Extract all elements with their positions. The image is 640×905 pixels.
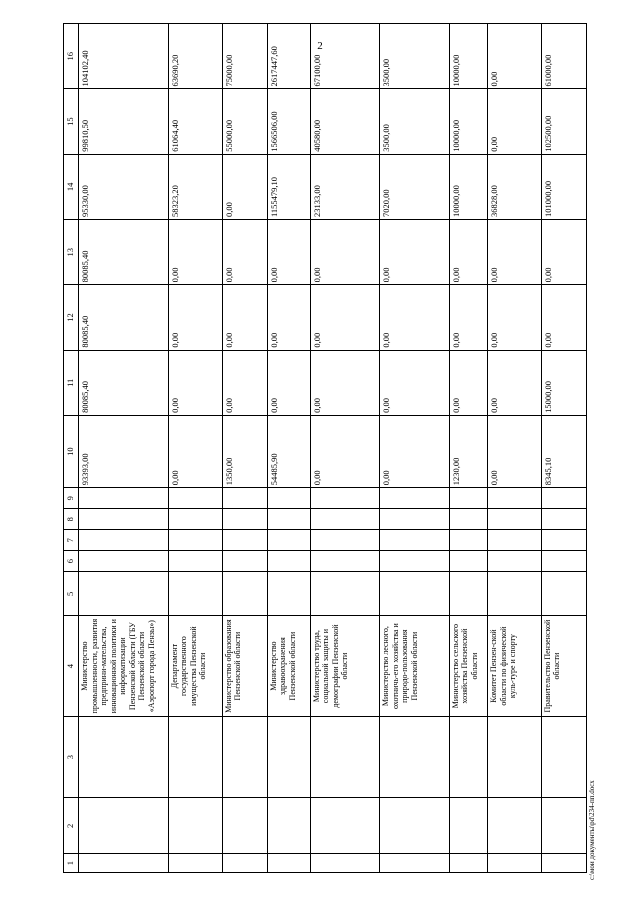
cell-empty bbox=[310, 488, 380, 509]
cell-amount: 75000,00 bbox=[222, 24, 267, 89]
cell-empty bbox=[380, 530, 450, 551]
cell-amount: 2617447,60 bbox=[267, 24, 310, 89]
cell-amount: 0,00 bbox=[488, 24, 542, 89]
cell-amount: 0,00 bbox=[267, 350, 310, 415]
cell-empty bbox=[488, 572, 542, 616]
file-path: c:\мои документы\рd\234-пп.docx bbox=[588, 780, 596, 880]
cell-amount: 80085,40 bbox=[79, 285, 169, 350]
cell-empty bbox=[449, 509, 487, 530]
cell-executor: Министерство образования Пензенской области bbox=[222, 616, 267, 716]
column-header: 6 bbox=[64, 551, 79, 572]
cell-empty bbox=[267, 854, 310, 873]
table-row bbox=[380, 24, 450, 873]
column-header: 1 bbox=[64, 854, 79, 873]
cell-amount: 80085,40 bbox=[79, 350, 169, 415]
cell-empty bbox=[79, 798, 169, 854]
cell-empty bbox=[79, 854, 169, 873]
cell-executor: Министерство сельского хозяйства Пензенской области bbox=[449, 616, 487, 716]
cell-empty bbox=[380, 551, 450, 572]
cell-empty bbox=[79, 716, 169, 798]
cell-executor: Министерство лесного, охотничь-его хозяйства и природо-пользования Пензенской области bbox=[380, 616, 450, 716]
cell-empty bbox=[267, 572, 310, 616]
cell-amount: 7020,00 bbox=[380, 154, 450, 219]
cell-amount: 0,00 bbox=[222, 154, 267, 219]
cell-amount: 0,00 bbox=[488, 89, 542, 154]
cell-empty bbox=[267, 509, 310, 530]
cell-amount: 0,00 bbox=[449, 220, 487, 285]
cell-empty bbox=[380, 509, 450, 530]
cell-empty bbox=[449, 530, 487, 551]
table-row bbox=[449, 24, 487, 873]
cell-empty bbox=[488, 854, 542, 873]
cell-amount: 0,00 bbox=[222, 285, 267, 350]
cell-amount: 1350,00 bbox=[222, 415, 267, 487]
cell-amount: 99810,50 bbox=[79, 89, 169, 154]
cell-empty bbox=[449, 854, 487, 873]
cell-empty bbox=[267, 551, 310, 572]
column-header: 8 bbox=[64, 509, 79, 530]
cell-amount: 0,00 bbox=[168, 350, 222, 415]
cell-empty bbox=[488, 716, 542, 798]
cell-empty bbox=[79, 509, 169, 530]
column-header: 13 bbox=[64, 220, 79, 285]
cell-amount: 63690,20 bbox=[168, 24, 222, 89]
cell-amount: 0,00 bbox=[267, 220, 310, 285]
cell-empty bbox=[449, 572, 487, 616]
cell-empty bbox=[380, 488, 450, 509]
cell-amount: 0,00 bbox=[222, 220, 267, 285]
cell-empty bbox=[380, 572, 450, 616]
cell-empty bbox=[380, 716, 450, 798]
table-row bbox=[488, 24, 542, 873]
cell-empty bbox=[168, 530, 222, 551]
cell-amount: 0,00 bbox=[449, 285, 487, 350]
cell-empty bbox=[267, 488, 310, 509]
cell-empty bbox=[541, 530, 586, 551]
cell-amount: 3500,00 bbox=[380, 24, 450, 89]
cell-amount: 3500,00 bbox=[380, 89, 450, 154]
cell-amount: 54485,90 bbox=[267, 415, 310, 487]
cell-empty bbox=[488, 530, 542, 551]
cell-empty bbox=[222, 798, 267, 854]
cell-empty bbox=[168, 551, 222, 572]
cell-amount: 0,00 bbox=[380, 415, 450, 487]
column-header: 10 bbox=[64, 415, 79, 487]
cell-amount: 0,00 bbox=[310, 285, 380, 350]
cell-empty bbox=[222, 572, 267, 616]
cell-amount: 0,00 bbox=[168, 220, 222, 285]
column-header: 5 bbox=[64, 572, 79, 616]
cell-empty bbox=[380, 798, 450, 854]
budget-table bbox=[63, 23, 587, 873]
cell-amount: 0,00 bbox=[168, 285, 222, 350]
cell-amount: 0,00 bbox=[310, 415, 380, 487]
cell-empty bbox=[222, 488, 267, 509]
column-header: 3 bbox=[64, 716, 79, 798]
cell-amount: 40580,00 bbox=[310, 89, 380, 154]
cell-empty bbox=[541, 572, 586, 616]
cell-amount: 0,00 bbox=[267, 285, 310, 350]
cell-empty bbox=[541, 716, 586, 798]
cell-empty bbox=[310, 509, 380, 530]
cell-executor: Комитет Пензен-ской области по физической куль-туре и спорту bbox=[488, 616, 542, 716]
cell-executor: Правительство Пензенской области bbox=[541, 616, 586, 716]
cell-empty bbox=[488, 551, 542, 572]
table-row bbox=[168, 24, 222, 873]
table-body bbox=[79, 24, 587, 873]
header-row bbox=[64, 24, 79, 873]
cell-executor: Министерство труда, социальной защиты и демографии Пензенской области bbox=[310, 616, 380, 716]
cell-empty bbox=[541, 798, 586, 854]
cell-empty bbox=[168, 716, 222, 798]
cell-amount: 0,00 bbox=[380, 285, 450, 350]
cell-empty bbox=[168, 854, 222, 873]
cell-empty bbox=[267, 716, 310, 798]
cell-amount: 36828,00 bbox=[488, 154, 542, 219]
cell-empty bbox=[488, 488, 542, 509]
cell-amount: 0,00 bbox=[488, 415, 542, 487]
cell-empty bbox=[222, 854, 267, 873]
column-header: 15 bbox=[64, 89, 79, 154]
cell-empty bbox=[310, 530, 380, 551]
cell-empty bbox=[449, 551, 487, 572]
table-row bbox=[267, 24, 310, 873]
cell-amount: 0,00 bbox=[310, 350, 380, 415]
cell-executor: Министерство промышленности, развития предприни-мательства, инновационной политики и информатизации Пензенской области (ГБУ Пензенской области «Аэропорт города Пензы») bbox=[79, 616, 169, 716]
cell-empty bbox=[449, 716, 487, 798]
cell-empty bbox=[488, 798, 542, 854]
column-header: 16 bbox=[64, 24, 79, 89]
cell-amount: 0,00 bbox=[488, 220, 542, 285]
cell-empty bbox=[310, 798, 380, 854]
cell-amount: 23133,00 bbox=[310, 154, 380, 219]
cell-amount: 93393,00 bbox=[79, 415, 169, 487]
column-header: 7 bbox=[64, 530, 79, 551]
cell-amount: 10000,00 bbox=[449, 24, 487, 89]
table-row bbox=[79, 24, 169, 873]
cell-amount: 0,00 bbox=[541, 220, 586, 285]
cell-amount: 10000,00 bbox=[449, 89, 487, 154]
cell-empty bbox=[168, 798, 222, 854]
cell-empty bbox=[222, 551, 267, 572]
cell-amount: 0,00 bbox=[310, 220, 380, 285]
cell-empty bbox=[168, 509, 222, 530]
cell-empty bbox=[541, 854, 586, 873]
cell-empty bbox=[380, 854, 450, 873]
cell-executor: Министерство здравоохранения Пензенской области bbox=[267, 616, 310, 716]
cell-empty bbox=[168, 488, 222, 509]
cell-amount: 1230,00 bbox=[449, 415, 487, 487]
page-number: 2 bbox=[317, 40, 323, 52]
cell-empty bbox=[488, 509, 542, 530]
cell-amount: 0,00 bbox=[380, 220, 450, 285]
cell-amount: 8345,10 bbox=[541, 415, 586, 487]
cell-amount: 0,00 bbox=[222, 350, 267, 415]
rotated-table-container bbox=[63, 23, 587, 873]
cell-amount: 0,00 bbox=[168, 415, 222, 487]
cell-amount: 67100,00 bbox=[310, 24, 380, 89]
cell-amount: 61000,00 bbox=[541, 24, 586, 89]
cell-empty bbox=[541, 488, 586, 509]
cell-empty bbox=[541, 551, 586, 572]
cell-amount: 0,00 bbox=[541, 285, 586, 350]
cell-empty bbox=[267, 530, 310, 551]
cell-empty bbox=[222, 530, 267, 551]
column-header: 2 bbox=[64, 798, 79, 854]
cell-amount: 0,00 bbox=[449, 350, 487, 415]
column-header: 12 bbox=[64, 285, 79, 350]
cell-amount: 102500,00 bbox=[541, 89, 586, 154]
cell-empty bbox=[310, 716, 380, 798]
cell-amount: 15000,00 bbox=[541, 350, 586, 415]
cell-amount: 0,00 bbox=[488, 350, 542, 415]
cell-empty bbox=[168, 572, 222, 616]
cell-empty bbox=[79, 551, 169, 572]
cell-empty bbox=[310, 854, 380, 873]
cell-empty bbox=[222, 509, 267, 530]
cell-amount: 95330,00 bbox=[79, 154, 169, 219]
table-row bbox=[310, 24, 380, 873]
cell-empty bbox=[79, 488, 169, 509]
table-row bbox=[541, 24, 586, 873]
cell-empty bbox=[541, 509, 586, 530]
column-header: 11 bbox=[64, 350, 79, 415]
cell-empty bbox=[79, 572, 169, 616]
cell-amount: 104102,40 bbox=[79, 24, 169, 89]
cell-amount: 80085,40 bbox=[79, 220, 169, 285]
column-header: 4 bbox=[64, 616, 79, 716]
cell-empty bbox=[222, 716, 267, 798]
column-header: 14 bbox=[64, 154, 79, 219]
cell-amount: 1566506,00 bbox=[267, 89, 310, 154]
cell-empty bbox=[267, 798, 310, 854]
cell-amount: 55000,00 bbox=[222, 89, 267, 154]
cell-amount: 58323,20 bbox=[168, 154, 222, 219]
cell-empty bbox=[449, 798, 487, 854]
cell-empty bbox=[449, 488, 487, 509]
cell-amount: 10000,00 bbox=[449, 154, 487, 219]
cell-executor: Департамент государственного имущества Пензенской области bbox=[168, 616, 222, 716]
cell-amount: 0,00 bbox=[380, 350, 450, 415]
cell-amount: 1155479,10 bbox=[267, 154, 310, 219]
cell-empty bbox=[310, 572, 380, 616]
cell-empty bbox=[79, 530, 169, 551]
cell-amount: 101000,00 bbox=[541, 154, 586, 219]
table-row bbox=[222, 24, 267, 873]
cell-amount: 61064,40 bbox=[168, 89, 222, 154]
cell-empty bbox=[310, 551, 380, 572]
column-header: 9 bbox=[64, 488, 79, 509]
cell-amount: 0,00 bbox=[488, 285, 542, 350]
